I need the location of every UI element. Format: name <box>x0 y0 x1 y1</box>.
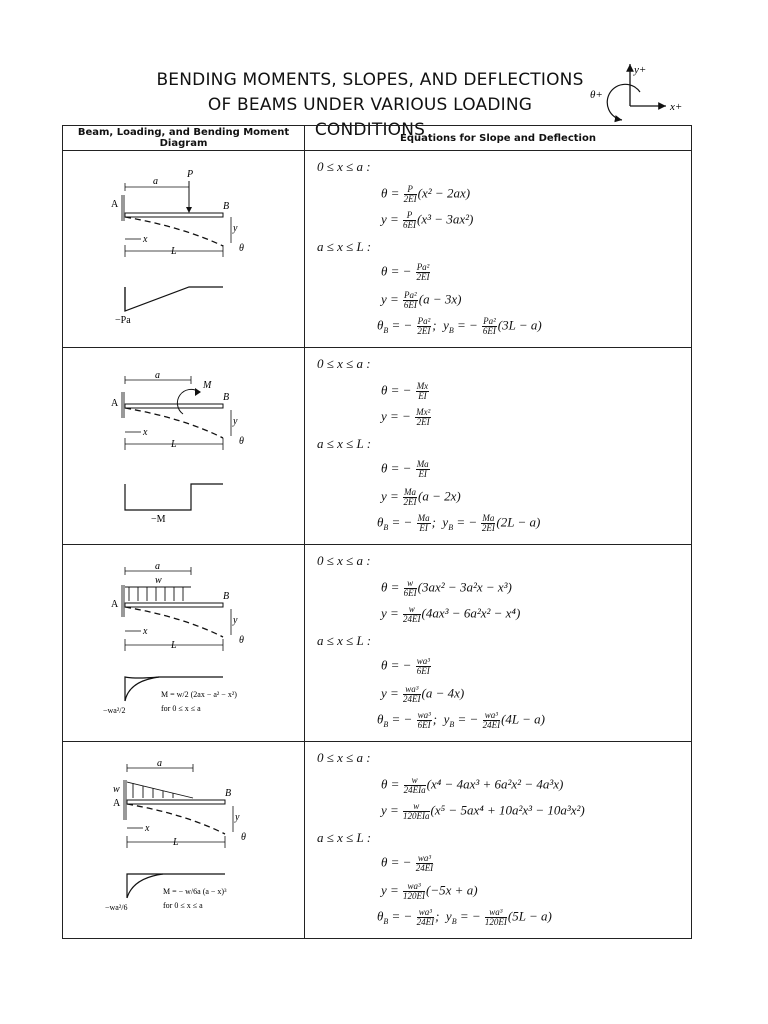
equations-cell <box>305 545 692 742</box>
thetab-label: θ <box>241 832 246 843</box>
table-row <box>63 545 692 742</box>
yb-label: y <box>235 812 240 823</box>
support-label-a: A <box>111 199 119 210</box>
y-equation: y = $\frac{Ma}{2EI}$ (a − 2x) <box>381 487 461 507</box>
table-row <box>63 151 692 348</box>
range-label: a ≤ x ≤ L : <box>317 239 372 254</box>
deflected-shape <box>125 408 223 438</box>
table-header-row <box>63 126 692 151</box>
moment-label: M = w/2 (2ax − a² − x²) <box>161 690 237 699</box>
length-label: L <box>171 246 177 257</box>
title-line-1: BENDING MOMENTS, SLOPES, AND DEFLECTIONS <box>156 70 584 90</box>
y-equation: y = $\frac{P}{6EI}$ (x³ − 3ax²) <box>381 210 474 230</box>
deflected-shape <box>127 804 225 834</box>
theta-equation: θ = − $\frac{\text{wa³}}{24EI}$ <box>381 853 434 873</box>
theta-equation: θ = − $\frac{\text{Pa²}}{2EI}$ <box>381 262 430 282</box>
col-header-diagram: Beam, Loading, and Bending Moment Diagram <box>63 126 305 151</box>
moment-diagram <box>125 287 223 311</box>
range-label: a ≤ x ≤ L : <box>317 436 372 451</box>
axis-x-label: x+ <box>670 101 683 113</box>
equations-cell <box>305 348 692 545</box>
moment-range: for 0 ≤ x ≤ a <box>161 704 201 713</box>
equations-cell <box>305 151 692 348</box>
fixed-support <box>121 392 125 418</box>
beam-diagram-couple <box>63 348 305 545</box>
equations-cell <box>305 742 692 939</box>
deflected-shape <box>125 217 223 246</box>
beam <box>125 603 223 607</box>
y-equation: y = w 120EIa (x⁵ − 5ax⁴ + 10a²x³ − 10a³x²) <box>381 801 585 821</box>
theta-equation: θ = − $\frac{\text{wa³}}{6EI}$ <box>381 656 430 676</box>
x-label: x <box>143 427 148 438</box>
range-label: 0 ≤ x ≤ a : <box>317 553 371 568</box>
yb-label: y <box>233 223 238 234</box>
dist-label: a <box>157 758 162 769</box>
moment-label: M = − w/6a (a − x)³ <box>163 887 227 896</box>
end-conditions: $\theta_B$ = − $\frac{\text{wa³}}{24EI}$ ; $y_B$ = − $\frac{\text{wa³}}{120EI}$ (5L − a) <box>377 907 552 927</box>
yb-label: y <box>233 615 238 626</box>
beam <box>127 800 225 804</box>
beam <box>125 404 223 408</box>
fixed-support <box>121 585 125 617</box>
y-equation: y = $\frac{\text{wa³}}{24EI}$ (a − 4x) <box>381 684 465 704</box>
x-label: x <box>143 626 148 637</box>
load-label: P <box>187 169 194 180</box>
axis-theta-label: θ+ <box>590 89 603 101</box>
theta-equation: θ = − $\frac{Ma}{EI}$ <box>381 459 429 479</box>
length-label: L <box>171 640 177 651</box>
formula-table <box>62 125 692 939</box>
end-label-b: B <box>223 591 230 602</box>
beam-diagram-triangular-load <box>63 742 305 939</box>
fixed-support <box>123 780 127 820</box>
beam-diagram-uniform-load <box>63 545 305 742</box>
moment-label: −M <box>151 514 166 525</box>
range-label: 0 ≤ x ≤ a : <box>317 159 371 174</box>
beam <box>125 213 223 217</box>
range-label: 0 ≤ x ≤ a : <box>317 356 371 371</box>
range-label: 0 ≤ x ≤ a : <box>317 750 371 765</box>
x-label: x <box>145 823 150 834</box>
moment-min-label: −wa²/2 <box>103 706 126 715</box>
y-equation: y = $\frac{w}{24EI}$ (4ax³ − 6a²x² − x⁴) <box>381 604 521 624</box>
end-conditions: $\theta_B$ = − $\frac{\text{wa³}}{6EI}$ ; $y_B$ = − $\frac{\text{wa³}}{24EI}$ (4L − a) <box>377 710 546 730</box>
support-label-a: A <box>111 599 119 610</box>
range-label: a ≤ x ≤ L : <box>317 633 372 648</box>
end-label-b: B <box>223 392 230 403</box>
thetab-label: θ <box>239 436 244 447</box>
theta-equation: θ = − $\frac{Mx}{EI}$ <box>381 381 429 401</box>
beam-diagram-point-load <box>63 151 305 348</box>
load-label: w <box>113 784 120 795</box>
support-label-a: A <box>113 798 121 809</box>
support-label-a: A <box>111 398 119 409</box>
dist-label: a <box>153 176 158 187</box>
x-label: x <box>143 234 148 245</box>
axis-y-label: y+ <box>634 64 647 76</box>
title-line-2: OF BEAMS UNDER VARIOUS LOADING CONDITIONS <box>207 95 533 140</box>
triangular-load <box>127 782 193 798</box>
theta-equation: θ = w 24EIa (x⁴ − 4ax³ + 6a²x² − 4a³x) <box>381 775 564 795</box>
y-equation: y = $\frac{\text{Pa²}}{6EI}$ (a − 3x) <box>381 290 462 310</box>
theta-equation: θ = $\frac{w}{6EI}$ (3ax² − 3a²x − x³) <box>381 578 512 598</box>
y-equation: y = $\frac{\text{wa³}}{120EI}$ (−5x + a) <box>381 881 478 901</box>
yb-label: y <box>233 416 238 427</box>
table-row <box>63 742 692 939</box>
load-label: M <box>203 380 212 391</box>
moment-min-label: −wa²/6 <box>105 903 128 912</box>
y-equation: y = − $\frac{\text{Mx²}}{2EI}$ <box>381 407 431 427</box>
moment-diagram <box>125 484 223 510</box>
fixed-support <box>121 195 125 221</box>
thetab-label: θ <box>239 243 244 254</box>
end-conditions: $\theta_B$ = − $\frac{Ma}{EI}$ ; $y_B$ = − $\frac{Ma}{2EI}$ (2L − a) <box>377 513 541 533</box>
sign-convention-axes-icon <box>578 56 698 128</box>
table-row <box>63 348 692 545</box>
moment-range: for 0 ≤ x ≤ a <box>163 901 203 910</box>
length-label: L <box>171 439 177 450</box>
moment-label: −Pa <box>115 315 131 326</box>
load-label: w <box>155 575 162 586</box>
deflected-shape <box>125 607 223 637</box>
end-conditions: $\theta_B$ = − $\frac{\text{Pa²}}{2EI}$ ; $y_B$ = − $\frac{\text{Pa²}}{6EI}$ (3L − a) <box>377 316 542 336</box>
theta-equation: θ = $\frac{P}{2EI}$ (x² − 2ax) <box>381 184 471 204</box>
col-header-equations: Equations for Slope and Deflection <box>305 126 692 151</box>
dist-label: a <box>155 561 160 572</box>
length-label: L <box>173 837 179 848</box>
dist-label: a <box>155 370 160 381</box>
end-label-b: B <box>223 201 230 212</box>
end-label-b: B <box>225 788 232 799</box>
distributed-load <box>125 587 191 601</box>
range-label: a ≤ x ≤ L : <box>317 830 372 845</box>
thetab-label: θ <box>239 635 244 646</box>
